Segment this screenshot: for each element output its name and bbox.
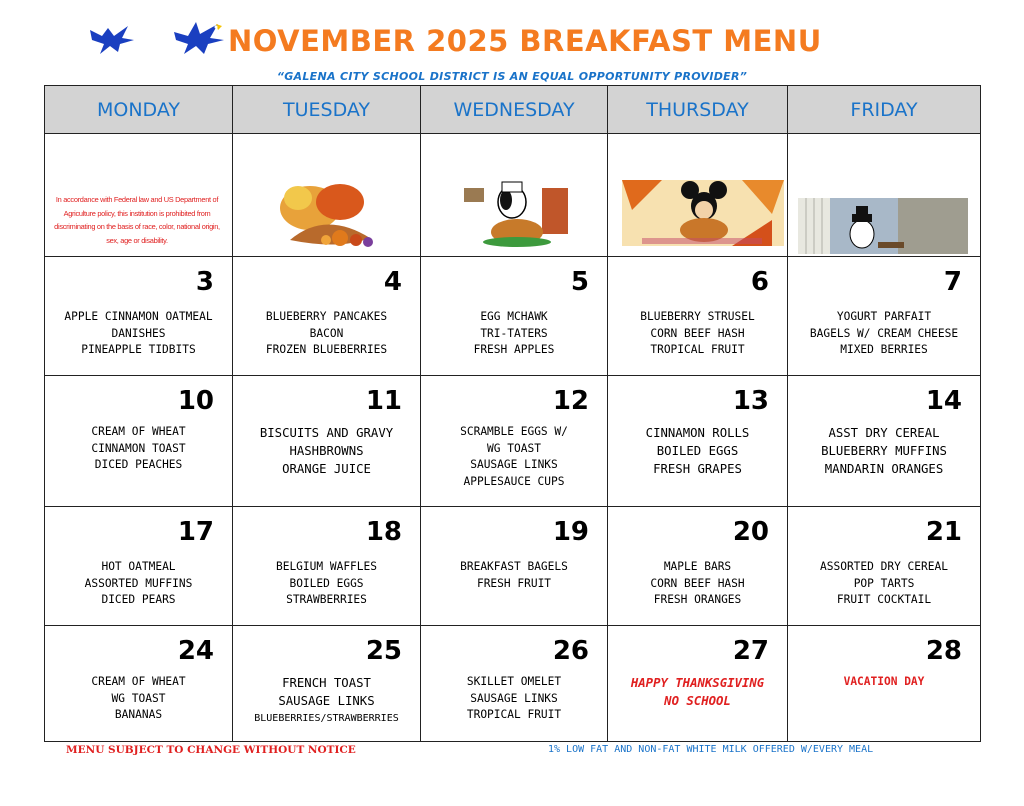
mickey-turkey-image bbox=[622, 180, 784, 246]
eagle-icon bbox=[170, 18, 226, 58]
menu-item: MAPLE BARS bbox=[663, 560, 732, 573]
day-cell bbox=[788, 257, 981, 376]
day-number: 4 bbox=[383, 267, 402, 297]
weekday-header: WEDNESDAY bbox=[421, 86, 608, 134]
menu-item: SKILLET OMELET bbox=[466, 675, 562, 688]
menu-item: MIXED BERRIES bbox=[840, 343, 928, 356]
day-number: 21 bbox=[925, 517, 962, 547]
day-number: 11 bbox=[365, 386, 402, 416]
week-row bbox=[45, 257, 981, 376]
menu-item: APPLESAUCE CUPS bbox=[463, 474, 565, 488]
snoopy-pilgrim-image bbox=[798, 198, 968, 254]
day-number: 19 bbox=[552, 517, 589, 547]
menu-item: FRUIT COCKTAIL bbox=[836, 593, 932, 606]
day-number: 14 bbox=[925, 386, 962, 416]
day-cell bbox=[608, 626, 788, 742]
menu-item: FROZEN BLUEBERRIES bbox=[265, 343, 388, 356]
day-cell bbox=[788, 376, 981, 507]
footer-milk-note: 1% LOW FAT AND NON-FAT WHITE MILK OFFERED W/EVERY MEAL bbox=[548, 744, 874, 755]
menu-item: YOGURT PARFAIT bbox=[836, 310, 932, 323]
day-cell bbox=[421, 257, 608, 376]
menu-item: FRENCH TOAST bbox=[282, 676, 371, 690]
menu-item: BLUEBERRY STRUSEL bbox=[640, 310, 755, 323]
menu-item: STRAWBERRIES bbox=[286, 593, 367, 606]
day-cell bbox=[788, 626, 981, 742]
menu-item: BANANAS bbox=[114, 708, 163, 721]
snoopy-turkey-image bbox=[462, 180, 572, 250]
day-number: 3 bbox=[195, 267, 214, 297]
menu-item: SAUSAGE LINKS bbox=[470, 691, 558, 705]
weekday-header: THURSDAY bbox=[608, 86, 788, 134]
subtitle: “GALENA CITY SCHOOL DISTRICT IS AN EQUAL OPPORTUNITY PROVIDER” bbox=[276, 70, 748, 83]
day-cell bbox=[421, 507, 608, 626]
week-row bbox=[45, 626, 981, 742]
weekday-header: MONDAY bbox=[45, 86, 233, 134]
menu-item: PINEAPPLE TIDBITS bbox=[81, 343, 196, 356]
day-cell bbox=[421, 376, 608, 507]
menu-item: FRESH ORANGES bbox=[653, 593, 742, 606]
weekday-header-row bbox=[45, 86, 981, 134]
menu-item: SAUSAGE LINKS bbox=[470, 458, 558, 471]
menu-item: BLUEBERRIES/STRAWBERRIES bbox=[254, 713, 399, 724]
menu-item: CREAM OF WHEAT bbox=[91, 675, 186, 688]
week-row bbox=[45, 376, 981, 507]
menu-item: HOT OATMEAL bbox=[101, 560, 176, 573]
menu-item: BELGIUM WAFFLES bbox=[275, 560, 378, 573]
day-cell bbox=[608, 507, 788, 626]
holiday-text: NO SCHOOL bbox=[664, 694, 731, 708]
day-number: 28 bbox=[925, 636, 962, 666]
week-row bbox=[45, 507, 981, 626]
day-cell bbox=[788, 507, 981, 626]
menu-item: CINNAMON TOAST bbox=[91, 441, 186, 455]
menu-item: FRESH APPLES bbox=[473, 343, 555, 356]
menu-item: DICED PEARS bbox=[101, 593, 176, 606]
autumn-cornucopia-image bbox=[270, 180, 390, 252]
vacation-text: VACATION DAY bbox=[843, 675, 925, 688]
menu-item: ORANGE JUICE bbox=[282, 462, 371, 476]
menu-item: BLUEBERRY PANCAKES bbox=[265, 310, 388, 323]
menu-item: MANDARIN ORANGES bbox=[824, 462, 944, 476]
day-number: 17 bbox=[177, 517, 214, 547]
day-number: 27 bbox=[732, 636, 769, 666]
footer-disclaimer: MENU SUBJECT TO CHANGE WITHOUT NOTICE bbox=[66, 744, 356, 756]
holiday-text: HAPPY THANKSGIVING bbox=[630, 676, 765, 690]
day-cell bbox=[233, 257, 421, 376]
menu-item: ASST DRY CEREAL bbox=[828, 426, 940, 440]
menu-item: DANISHES bbox=[111, 326, 166, 340]
menu-item: CORN BEEF HASH bbox=[650, 576, 745, 590]
weekday-header: TUESDAY bbox=[233, 86, 421, 134]
menu-item: CORN BEEF HASH bbox=[650, 326, 745, 340]
day-cell bbox=[45, 376, 233, 507]
menu-item: CINNAMON ROLLS bbox=[645, 426, 750, 440]
day-number: 10 bbox=[177, 386, 214, 416]
menu-item: BREAKFAST BAGELS bbox=[460, 560, 568, 573]
day-cell bbox=[608, 376, 788, 507]
menu-item: WG TOAST bbox=[487, 441, 541, 455]
menu-item: SAUSAGE LINKS bbox=[278, 694, 375, 708]
menu-item: BOILED EGGS bbox=[289, 576, 364, 590]
day-number: 12 bbox=[552, 386, 589, 416]
menu-item: ASSORTED DRY CEREAL bbox=[820, 560, 948, 573]
day-number: 20 bbox=[732, 517, 769, 547]
menu-item: FRESH GRAPES bbox=[653, 462, 742, 476]
menu-item: SCRAMBLE EGGS W/ bbox=[460, 425, 568, 438]
menu-item: HASHBROWNS bbox=[289, 444, 364, 458]
menu-item: BISCUITS AND GRAVY bbox=[259, 426, 394, 440]
menu-item: BLUEBERRY MUFFINS bbox=[821, 444, 947, 458]
day-number: 26 bbox=[552, 636, 589, 666]
menu-item: TROPICAL FRUIT bbox=[650, 343, 745, 356]
day-cell bbox=[421, 626, 608, 742]
day-number: 25 bbox=[365, 636, 402, 666]
day-cell bbox=[233, 626, 421, 742]
menu-item: FRESH FRUIT bbox=[476, 576, 552, 590]
day-number: 13 bbox=[732, 386, 769, 416]
menu-item: ASSORTED MUFFINS bbox=[84, 576, 193, 590]
day-number: 6 bbox=[750, 267, 769, 297]
weekday-header: FRIDAY bbox=[788, 86, 981, 134]
menu-item: APPLE CINNAMON OATMEAL bbox=[64, 310, 213, 323]
nondiscrimination-notice: In accordance with Federal law and US Department of Agriculture policy, this institution is prohibited from discriminating on the basis of race, color, national origin, sex, age or disability. bbox=[54, 195, 220, 245]
day-cell bbox=[45, 626, 233, 742]
eagle-icon bbox=[88, 22, 136, 58]
header bbox=[0, 18, 1024, 68]
menu-item: WG TOAST bbox=[111, 691, 166, 705]
menu-item: POP TARTS bbox=[853, 576, 915, 590]
day-number: 5 bbox=[570, 267, 589, 297]
day-cell bbox=[45, 507, 233, 626]
page-title: NOVEMBER 2025 BREAKFAST MENU bbox=[228, 24, 822, 58]
day-number: 7 bbox=[943, 267, 962, 297]
menu-item: BOILED EGGS bbox=[656, 444, 739, 458]
day-cell bbox=[233, 376, 421, 507]
day-cell bbox=[608, 257, 788, 376]
day-number: 18 bbox=[365, 517, 402, 547]
menu-item: TROPICAL FRUIT bbox=[466, 708, 562, 721]
menu-item: DICED PEACHES bbox=[94, 458, 183, 471]
day-cell bbox=[233, 507, 421, 626]
day-number: 24 bbox=[177, 636, 214, 666]
menu-item: CREAM OF WHEAT bbox=[91, 425, 186, 438]
menu-item: BAGELS W/ CREAM CHEESE bbox=[809, 326, 959, 340]
menu-item: BACON bbox=[309, 326, 344, 340]
day-cell bbox=[45, 257, 233, 376]
menu-item: TRI-TATERS bbox=[480, 326, 548, 340]
menu-item: EGG MCHAWK bbox=[480, 310, 548, 323]
